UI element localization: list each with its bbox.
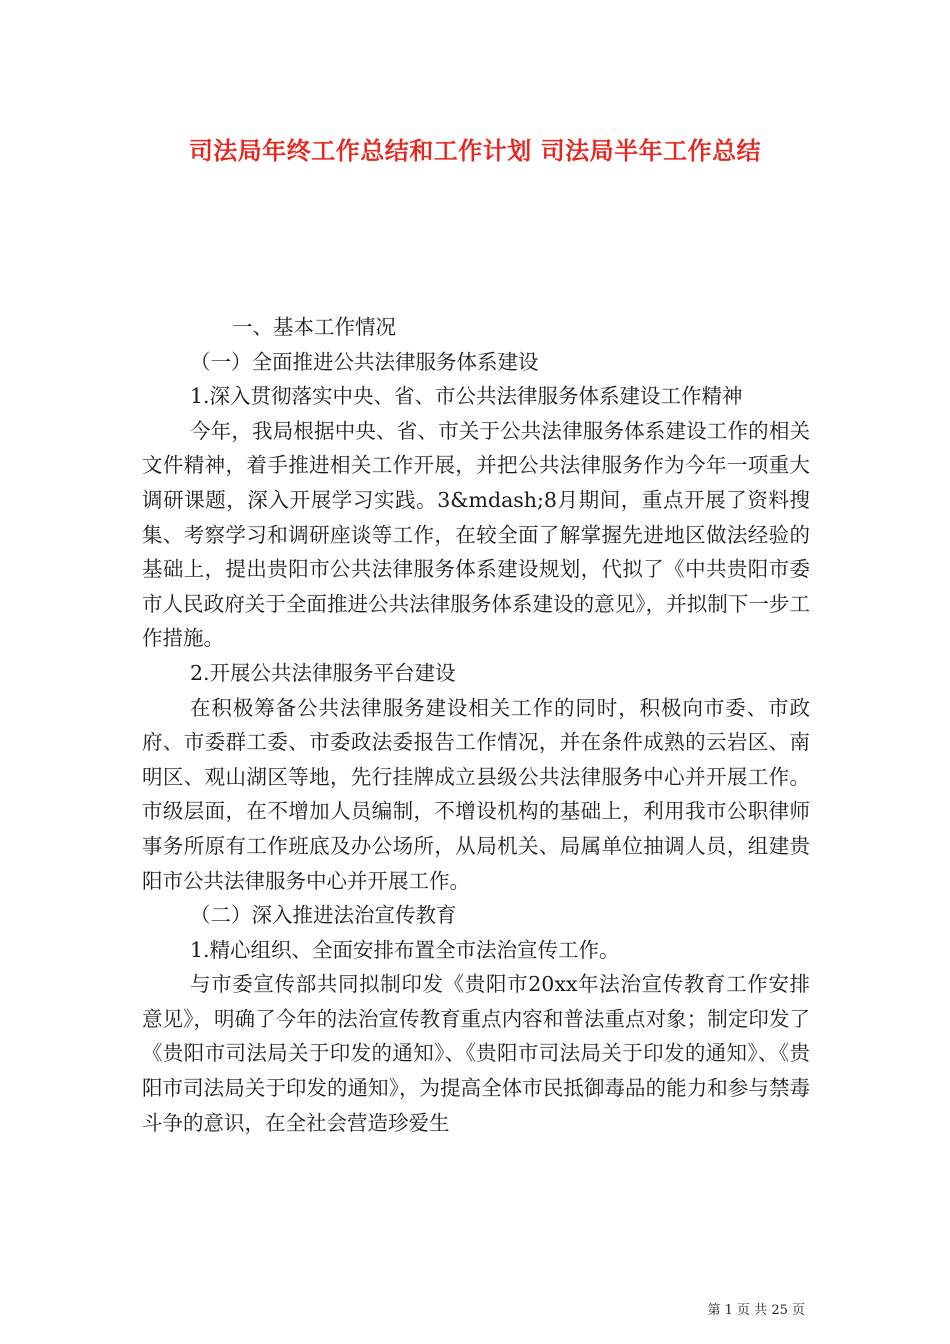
body-paragraph: 在积极筹备公共法律服务建设相关工作的同时，积极向市委、市政府、市委群工委、市委政法委报告工作情况，并在条件成熟的云岩区、南明区、观山湖区等地，先行挂牌成立县级公共法律服务中心并开展工作。市级层面，在不增加人员编制，不增设机构的基础上，利用我市公职律师事务所原有工作班底及办公场所，从局机关、局属单位抽调人员，组建贵阳市公共法律服务中心并开展工作。 (142, 695, 810, 893)
item-heading: 2.开展公共法律服务平台建设 (190, 660, 456, 685)
subsection-heading: （一）全面推进公共法律服务体系建设 (190, 349, 539, 374)
item-heading: 1.精心组织、全面安排布置全市法治宣传工作。 (190, 937, 620, 962)
item-heading: 1.深入贯彻落实中央、省、市公共法律服务体系建设工作精神 (190, 384, 743, 409)
document-body (142, 310, 810, 1140)
page-number: 第 1 页 共 25 页 (707, 1303, 805, 1318)
section-heading-1: 一、基本工作情况 (232, 315, 396, 339)
subsection-heading: （二）深入推进法治宣传教育 (190, 903, 457, 928)
document-title: 司法局年终工作总结和工作计划 司法局半年工作总结 (188, 136, 762, 165)
body-paragraph: 与市委宣传部共同拟制印发《贵阳市20xx年法治宣传教育工作安排意见》，明确了今年的法治宣传教育重点内容和普法重点对象；制定印发了《贵阳市司法局关于印发的通知》、《贵阳市司法局关于印发的通知》、《贵阳市司法局关于印发的通知》，为提高全体市民抵御毒品的能力和参与禁毒斗争的意识，在全社会营造珍爱生 (142, 972, 810, 1135)
body-paragraph: 今年，我局根据中央、省、市关于公共法律服务体系建设工作的相关文件精神，着手推进相关工作开展，并把公共法律服务作为今年一项重大调研课题，深入开展学习实践。3&mdash;8月期间，重点开展了资料搜集、考察学习和调研座谈等工作，在较全面了解掌握先进地区做法经验的基础上，提出贵阳市公共法律服务体系建设规划，代拟了《中共贵阳市委市人民政府关于全面推进公共法律服务体系建设的意见》，并拟制下一步工作措施。 (142, 418, 810, 651)
